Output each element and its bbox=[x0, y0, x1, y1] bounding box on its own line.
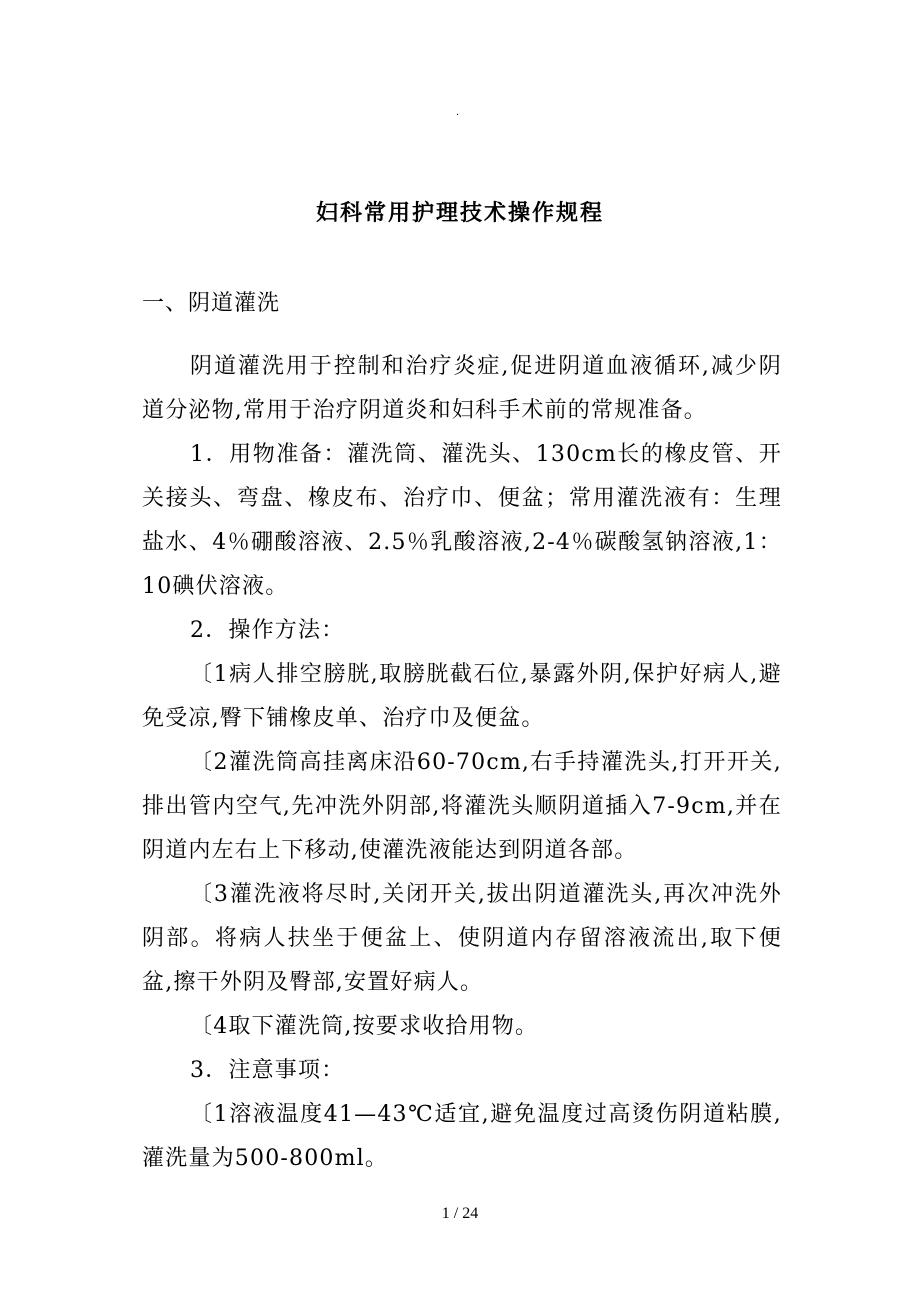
paragraph-step-4: 〔4取下灌洗筒,按要求收拾用物。 bbox=[190, 1014, 539, 1039]
document-title: 妇科常用护理技术操作规程 bbox=[315, 201, 604, 226]
paragraph-note-1: 〔1溶液温度41—43℃适宜,避免温度过高烫伤阴道粘膜,灌洗量为500-800ml。 bbox=[142, 1102, 782, 1171]
body-text bbox=[142, 345, 782, 1181]
header-dot: . bbox=[456, 107, 460, 118]
paragraph-notes-heading: 3．注意事项： bbox=[190, 1058, 345, 1083]
paragraph-intro: 阴道灌洗用于控制和治疗炎症,促进阴道血液循环,减少阴道分泌物,常用于治疗阴道炎和妇科手术前的常规准备。 bbox=[142, 354, 782, 423]
paragraph-materials: 1．用物准备：灌洗筒、灌洗头、130cm长的橡皮管、开关接头、弯盘、橡皮布、治疗巾、便盆；常用灌洗液有：生理盐水、4％硼酸溶液、2.5％乳酸溶液,2-4％碳酸氢钠溶液,1：10碘伏溶液。 bbox=[142, 442, 782, 599]
paragraph-step-3: 〔3灌洗液将尽时,关闭开关,拔出阴道灌洗头,再次冲洗外阴部。将病人扶坐于便盆上、使阴道内存留溶液流出,取下便盆,擦干外阴及臀部,安置好病人。 bbox=[142, 882, 782, 995]
paragraph-step-1: 〔1病人排空膀胱,取膀胱截石位,暴露外阴,保护好病人,避免受凉,臀下铺橡皮单、治疗巾及便盆。 bbox=[142, 662, 782, 731]
paragraph-method-heading: 2．操作方法： bbox=[190, 618, 345, 643]
paragraph-step-2: 〔2灌洗筒高挂离床沿60-70cm,右手持灌洗头,打开开关,排出管内空气,先冲洗外阴部,将灌洗头顺阴道插入7-9cm,并在阴道内左右上下移动,使灌洗液能达到阴道各部。 bbox=[142, 750, 782, 863]
section-heading: 一、阴道灌洗 bbox=[142, 291, 281, 316]
page-number: 1 / 24 bbox=[441, 1205, 479, 1222]
